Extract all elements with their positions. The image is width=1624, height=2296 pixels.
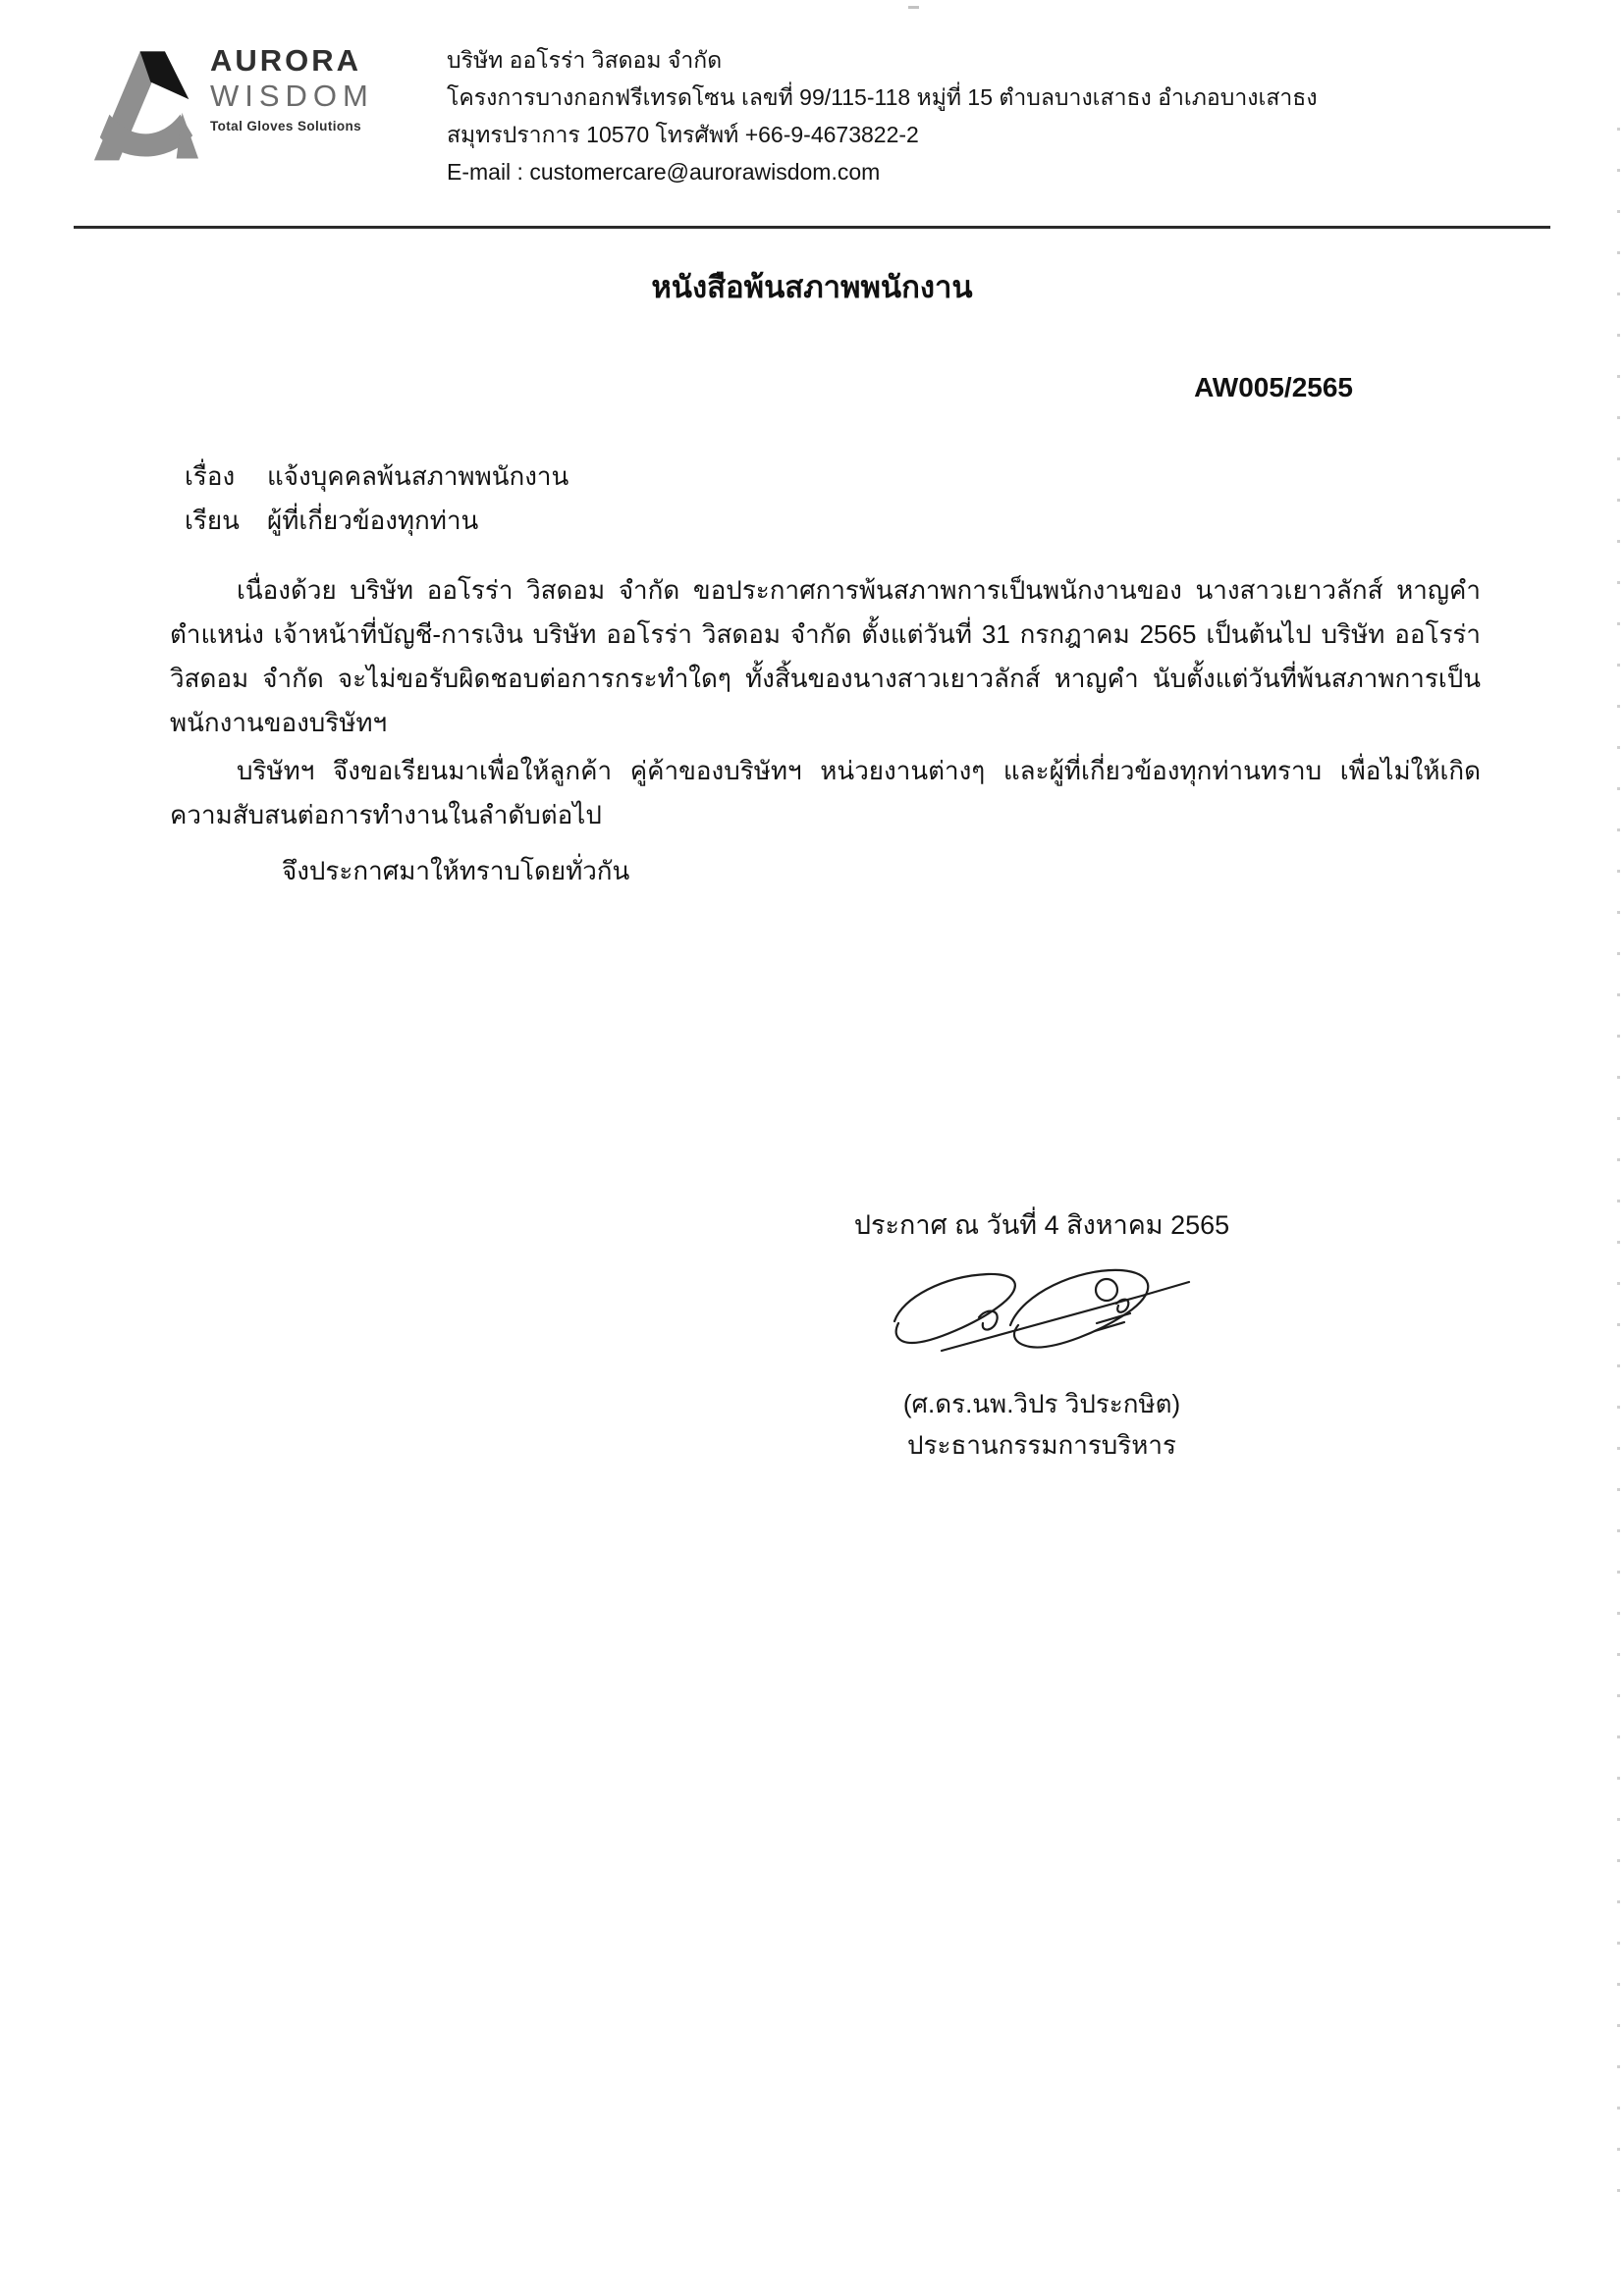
scan-artifact-top xyxy=(908,6,919,9)
company-info xyxy=(447,39,1318,190)
company-logo xyxy=(90,39,447,165)
logo-wordmark xyxy=(210,39,374,133)
body-paragraph-1: เนื่องด้วย บริษัท ออโรร่า วิสดอม จำกัด ขอประกาศการพ้นสภาพการเป็นพนักงานของ นางสาวเยาวลักส์ หาญคำ ตำแหน่ง เจ้าหน้าที่บัญชี-การเงิน บริษัท ออโรร่า วิสดอม จำกัด ตั้งแต่วันที่ 31 กรกฎาคม 2565 เป็นต้นไป บริษัท ออโรร่า วิสดอม จำกัด จะไม่ขอรับผิดชอบต่อการกระทำใดๆ ทั้งสิ้นของนางสาวเยาวลักส์ หาญคำ นับตั้งแต่วันที่พ้นสภาพการเป็นพนักงานของบริษัทฯ xyxy=(170,575,1481,737)
to-label: เรียน xyxy=(185,506,240,535)
reference-number: AW005/2565 xyxy=(1194,372,1353,402)
subject-row xyxy=(185,454,1624,499)
subject-value: แจ้งบุคคลพ้นสภาพพนักงาน xyxy=(267,461,569,491)
scan-artifact-right-edge xyxy=(1617,128,1620,2209)
brand-name-aurora: AURORA xyxy=(210,43,362,78)
signature xyxy=(885,1260,1199,1366)
to-row xyxy=(185,499,1624,543)
sign-off-block xyxy=(830,1205,1254,1466)
company-phone-line: สมุทรปราการ 10570 โทรศัพท์ +66-9-4673822-2 xyxy=(447,122,919,147)
signer-name: (ศ.ดร.นพ.วิปร วิประกษิต) xyxy=(902,1389,1181,1418)
closing-line: จึงประกาศมาให้ทราบโดยทั่วกัน xyxy=(282,856,630,885)
document-title: หนังสือพ้นสภาพพนักงาน xyxy=(651,270,973,304)
letterhead xyxy=(0,0,1624,190)
brand-name-wisdom: WISDOM xyxy=(210,79,374,113)
company-email-line: E-mail : customercare@aurorawisdom.com xyxy=(447,159,881,185)
letter-meta xyxy=(185,454,1624,543)
to-value: ผู้ที่เกี่ยวข้องทุกท่าน xyxy=(267,506,479,535)
letter-body xyxy=(170,568,1481,893)
subject-label: เรื่อง xyxy=(185,461,236,491)
announce-date-line: ประกาศ ณ วันที่ 4 สิงหาคม 2565 xyxy=(853,1210,1230,1240)
body-paragraph-2: บริษัทฯ จึงขอเรียนมาเพื่อให้ลูกค้า คู่ค้าของบริษัทฯ หน่วยงานต่างๆ และผู้ที่เกี่ยวข้องทุกท่านทราบ เพื่อไม่ให้เกิดความสับสนต่อการทำงานในลำดับต่อไป xyxy=(170,756,1481,829)
signer-title: ประธานกรรมการบริหาร xyxy=(907,1430,1176,1460)
company-address-line: โครงการบางกอกฟรีเทรดโซน เลขที่ 99/115-118 หมู่ที่ 15 ตำบลบางเสาธง อำเภอบางเสาธง xyxy=(447,84,1318,110)
aurora-wisdom-logo-icon xyxy=(90,39,200,165)
company-name-line: บริษัท ออโรร่า วิสดอม จำกัด xyxy=(447,47,723,73)
brand-tagline: Total Gloves Solutions xyxy=(210,119,362,133)
header-divider xyxy=(74,226,1550,229)
